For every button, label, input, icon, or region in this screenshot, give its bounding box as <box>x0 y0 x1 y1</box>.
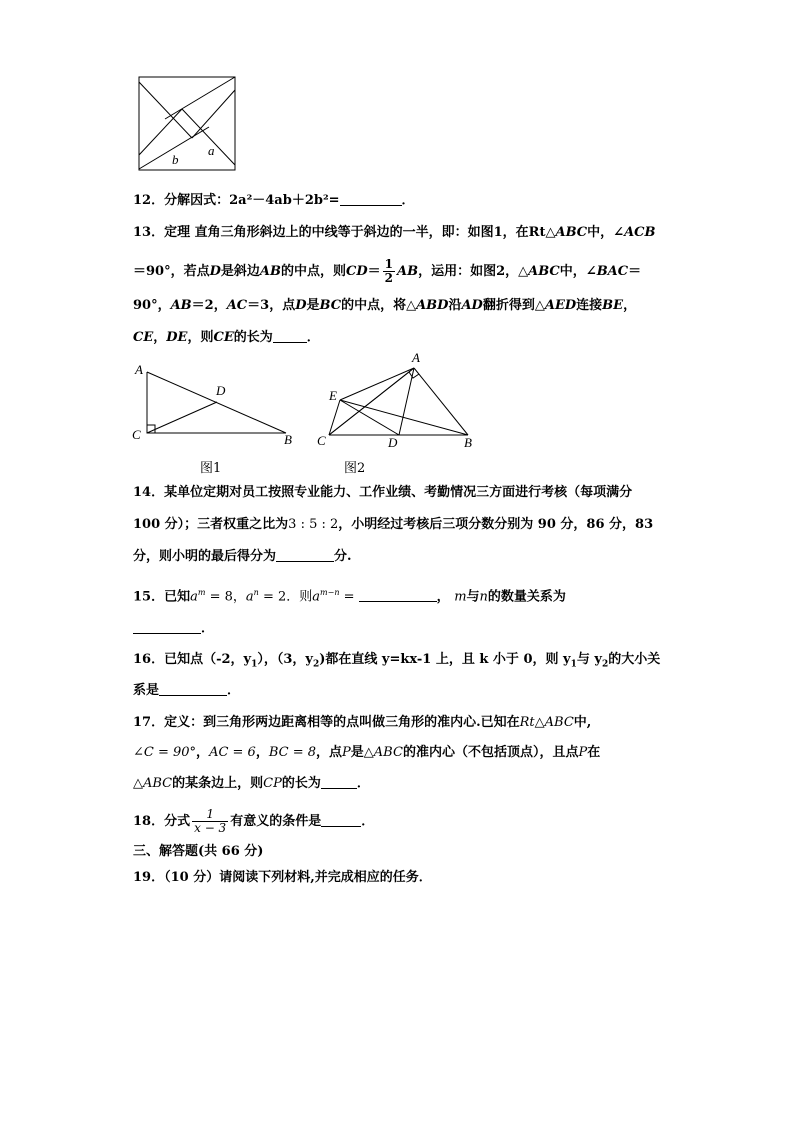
question-14-line-2: 100 分）；三者权重之比为3 : 5 : 2，小明经过考核后三项分数分别为 90 分，86 分，83 <box>133 517 654 532</box>
answer-blank <box>359 589 437 602</box>
question-17-line-2: ∠C = 90°，AC = 6，BC = 8，点P是△ABC的准内心（不包括顶点），且点P在 <box>133 745 601 760</box>
fig2-label-B: B <box>464 435 472 450</box>
question-16-line-2: 系是 ． <box>133 683 241 698</box>
question-16-line-1: 16．已知点（-2，$y_1$），（3，$y_2$)都在直线 y=kx-1 上，且 k 小于 0，则 $y_1$与 $y_2$的大小关 <box>133 652 661 670</box>
question-13-line-2: ＝90°，若点D是斜边AB的中点，则CD＝ $\frac{1}{2}$ AB，运用：如图2，△ABC中，∠BAC＝ <box>133 257 642 285</box>
question-17-line-3: △ABC的某条边上，则CP的长为 ． <box>133 776 370 791</box>
figure-1-caption: 图1 <box>200 461 222 476</box>
answer-blank <box>340 193 402 206</box>
question-15-line-2: ． <box>133 621 214 637</box>
question-13-line-1: 13．定理 直角三角形斜边上的中线等于斜边的一半，即：如图1，在Rt△ABC中，∠ACB <box>133 225 656 240</box>
question-18: 18．分式 $\frac{1}{x - 3}$ 有意义的条件是 ． <box>133 807 375 835</box>
answer-blank <box>321 814 361 827</box>
answer-blank <box>133 621 201 634</box>
figure-2-fold-triangle <box>312 350 482 450</box>
question-15-line-1: 15．已知$a^m = 8$，$a^n = 2$．则$a^{m-n}$ = ， m与n的数量关系为 <box>133 588 566 605</box>
answer-blank <box>276 549 334 562</box>
question-14-line-3: 分，则小明的最后得分为 分. <box>133 549 352 564</box>
question-14-line-1: 14．某单位定期对员工按照专业能力、工作业绩、考勤情况三方面进行考核（每项满分 <box>133 485 633 500</box>
fig2-label-D: D <box>388 435 398 450</box>
answer-blank <box>159 683 227 696</box>
question-13-line-3: 90°，AB＝2，AC＝3，点D是BC的中点，将△ABD沿AD翻折得到△AED连接BE， <box>133 298 637 313</box>
fraction-1-over-x-minus-3: $\frac{1}{x - 3}$ <box>194 807 227 835</box>
question-12: 12．分解因式：2a²－4ab＋2b²= ． <box>133 193 415 208</box>
question-17-line-1: 17．定义：到三角形两边距离相等的点叫做三角形的准内心.已知在Rt△ABC中, <box>133 715 592 730</box>
fraction-one-half: $\frac{1}{2}$ <box>384 257 393 285</box>
question-19: 19．（10 分）请阅读下列材料,并完成相应的任务． <box>133 870 432 885</box>
fig1-label-B: B <box>284 432 292 447</box>
answer-blank <box>273 330 307 343</box>
section-3-heading: 三、解答题(共 66 分) <box>133 844 264 859</box>
fig2-label-A: A <box>412 350 420 365</box>
label-b: b <box>172 152 179 167</box>
fig1-label-A: A <box>135 362 143 377</box>
square-pinwheel-figure <box>138 76 238 172</box>
answer-blank <box>321 776 357 789</box>
figure-2-caption: 图2 <box>344 461 366 476</box>
question-13-line-4: CE，DE，则CE的长为 ． <box>133 330 320 345</box>
fig1-label-D: D <box>216 383 226 398</box>
fig1-label-C: C <box>132 427 141 442</box>
fig2-label-C: C <box>317 433 326 448</box>
figure-1-right-triangle <box>128 360 300 448</box>
label-a: a <box>208 143 215 158</box>
fig2-label-E: E <box>329 388 337 403</box>
